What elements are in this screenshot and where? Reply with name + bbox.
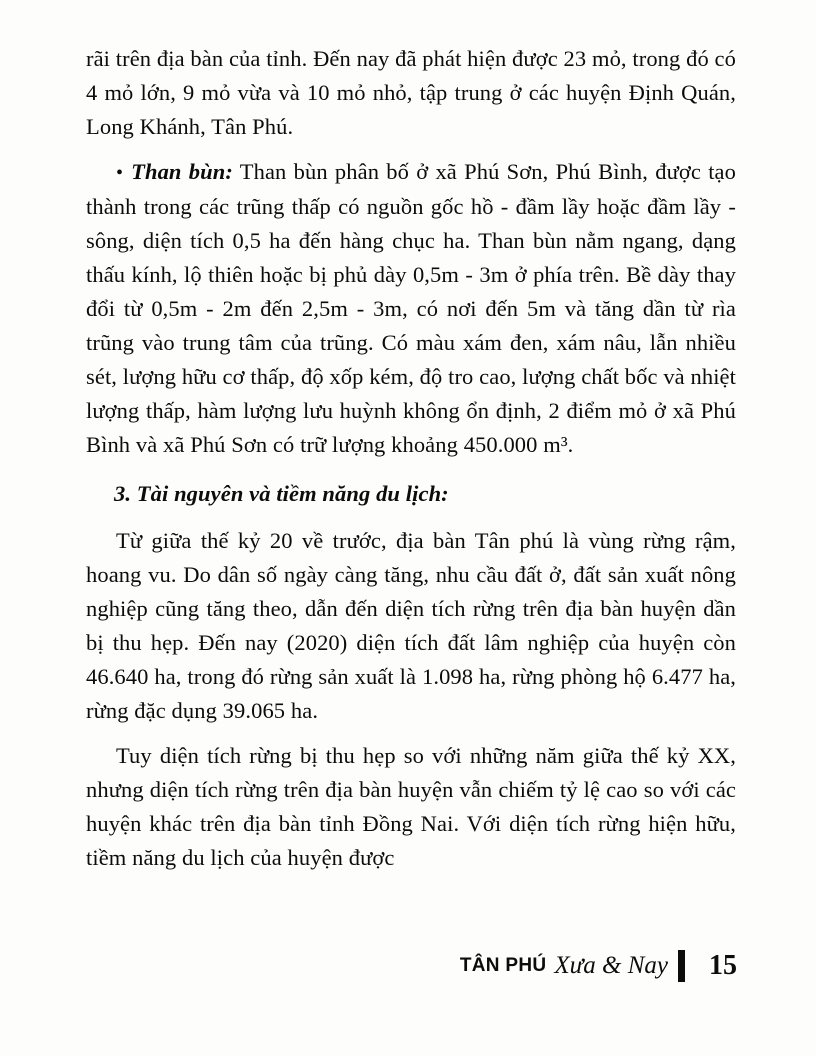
- paragraph-mines-continuation: [86, 42, 736, 144]
- page-content: [86, 42, 736, 886]
- paragraph-text: Than bùn phân bố ở xã Phú Sơn, Phú Bình, được tạo thành trong các trũng thấp có nguồn gốc hồ - đầm lầy hoặc đầm lầy - sông, diện tích 0,5 ha đến hàng chục ha. Than bùn nằm ngang, dạng thấu kính, lộ thiên hoặc bị phủ dày 0,5m - 3m ở phía trên. Bề dày thay đổi từ 0,5m - 2m đến 2,5m - 3m, có nơi đến 5m và tăng dần từ rìa trũng vào trung tâm của trũng. Có màu xám đen, xám nâu, lẫn nhiều sét, lượng hữu cơ thấp, độ xốp kém, độ tro cao, lượng chất bốc và nhiệt lượng thấp, hàm lượng lưu huỳnh không ổn định, 2 điểm mỏ ở xã Phú Bình và xã Phú Sơn có trữ lượng khoảng 450.000 m³.: [86, 159, 736, 457]
- paragraph-text: rãi trên địa bàn của tỉnh. Đến nay đã phát hiện được 23 mỏ, trong đó có 4 mỏ lớn, 9 mỏ vừa và 10 mỏ nhỏ, tập trung ở các huyện Định Quán, Long Khánh, Tân Phú.: [86, 46, 736, 139]
- paragraph-forest-tourism: Tuy diện tích rừng bị thu hẹp so với những năm giữa thế kỷ XX, nhưng diện tích rừng trên địa bàn huyện vẫn chiếm tỷ lệ cao so với các huyện khác trên địa bàn tỉnh Đồng Nai. Với diện tích rừng hiện hữu, tiềm năng du lịch của huyện được: [86, 743, 736, 870]
- section-heading-tai-nguyen-du-lich: 3. Tài nguyên và tiềm năng du lịch:: [114, 481, 449, 506]
- page-number: 15: [709, 950, 737, 981]
- book-title: TÂN PHÚ: [459, 955, 547, 976]
- book-subtitle: Xưa & Nay: [554, 952, 668, 979]
- page-footer: [460, 950, 737, 982]
- footer-divider: [678, 950, 685, 982]
- paragraph-lead-than-bun: Than bùn:: [131, 159, 233, 184]
- paragraph-forest-history: Từ giữa thế kỷ 20 về trước, địa bàn Tân phú là vùng rừng rậm, hoang vu. Do dân số ngày càng tăng, nhu cầu đất ở, đất sản xuất nông nghiệp cũng tăng theo, dẫn đến diện tích rừng trên địa bàn huyện dần bị thu hẹp. Đến nay (2020) diện tích đất lâm nghiệp của huyện còn 46.640 ha, trong đó rừng sản xuất là 1.098 ha, rừng phòng hộ 6.477 ha, rừng đặc dụng 39.065 ha.: [86, 528, 736, 723]
- paragraph-than-bun: [86, 155, 736, 462]
- bullet-icon: •: [116, 162, 124, 184]
